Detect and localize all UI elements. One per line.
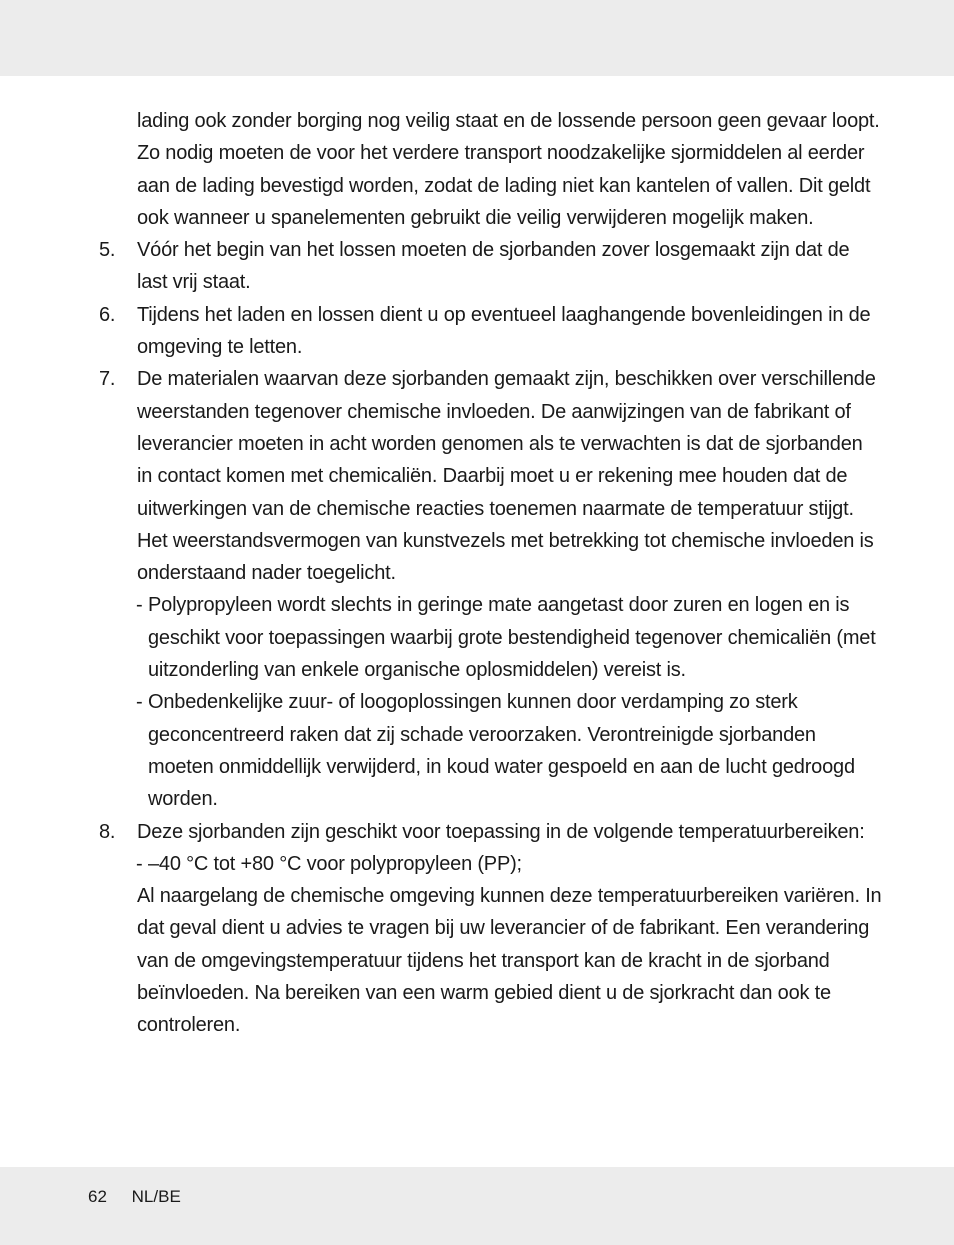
dash-marker: - (136, 852, 143, 875)
item-number: 7. (99, 368, 116, 391)
dash-marker: - (136, 691, 143, 714)
bullet-polypropylene (137, 589, 882, 686)
item-text: De materialen waarvan deze sjorbanden gemaakt zijn, beschikken over verschillende weerstanden tegenover chemische invloeden. De aanwijzingen van de fabrikant of leverancier moeten in acht worden genomen als te verwachten is dat de sjorbanden in contact komen met chemicaliën. Daarbij moet u er rekening mee houden dat de uitwerkingen van de chemische reacties toenemen naarmate de temperatuur stijgt. Het weerstandsvermogen van kunstvezels met betrekking tot chemische invloeden is onderstaand nader toegelicht. (137, 368, 876, 585)
item-text: Tijdens het laden en lossen dient u op eventueel laaghangende bovenleidingen in de omgeving te letten. (137, 303, 871, 359)
header-band (0, 0, 954, 76)
dash-marker: - (136, 594, 143, 617)
range-text: –40 °C tot +80 °C voor polypropyleen (PP); (148, 852, 522, 875)
item-number: 5. (99, 239, 116, 262)
list-item-7 (99, 363, 882, 815)
page-number: 62 (88, 1187, 107, 1206)
list-item-8 (99, 816, 882, 1042)
item-number: 6. (99, 303, 116, 326)
temperature-range (137, 848, 882, 880)
item-text: Deze sjorbanden zijn geschikt voor toepassing in de volgende temperatuurbereiken: (137, 820, 865, 843)
item-text: Vóór het begin van het lossen moeten de sjorbanden zover losgemaakt zijn dat de last vrij staat. (137, 239, 850, 294)
bullet-text: Onbedenkelijke zuur- of loogoplossingen kunnen door verdamping zo sterk geconcentreerd raken dat zij schade veroorzaken. Verontreinigde sjorbanden moeten onmiddellijk verwijderd, in koud water gespoeld en aan de lucht gedroogd worden. (148, 691, 855, 811)
language-code: NL/BE (131, 1187, 181, 1206)
list-item-5 (99, 234, 882, 299)
bullet-text: Polypropyleen wordt slechts in geringe mate aangetast door zuren en logen en is geschikt voor toepassingen waarbij grote bestendigheid tegenover chemicaliën (met uitzonderling van enkele organische oplosmiddelen) vereist is. (148, 594, 876, 682)
page-footer (88, 1187, 181, 1207)
intro-paragraph: lading ook zonder borging nog veilig staat en de lossende persoon geen gevaar loopt. Zo nodig moeten de voor het verdere transport noodzakelijke sjormiddelen al eerder aan de lading bevestigd worden, zodat de lading niet kan kantelen of vallen. Dit geldt ook wanneer u spanelementen gebruikt die veilig verwijderen mogelijk maken. (137, 110, 880, 229)
item-followup-text: Al naargelang de chemische omgeving kunnen deze temperatuurbereiken variëren. In dat geval dient u advies te vragen bij uw leverancier of de fabrikant. Een verandering van de omgevingstemperatuur tijdens het transport kan de kracht in de sjorband beïnvloeden. Na bereiken van een warm gebied dient u de sjorkracht dan ook te controleren. (137, 885, 882, 1037)
bullet-acid-solutions (137, 686, 882, 815)
list-item-6 (99, 299, 882, 364)
item-number: 8. (99, 820, 116, 843)
manual-body (99, 105, 882, 1042)
